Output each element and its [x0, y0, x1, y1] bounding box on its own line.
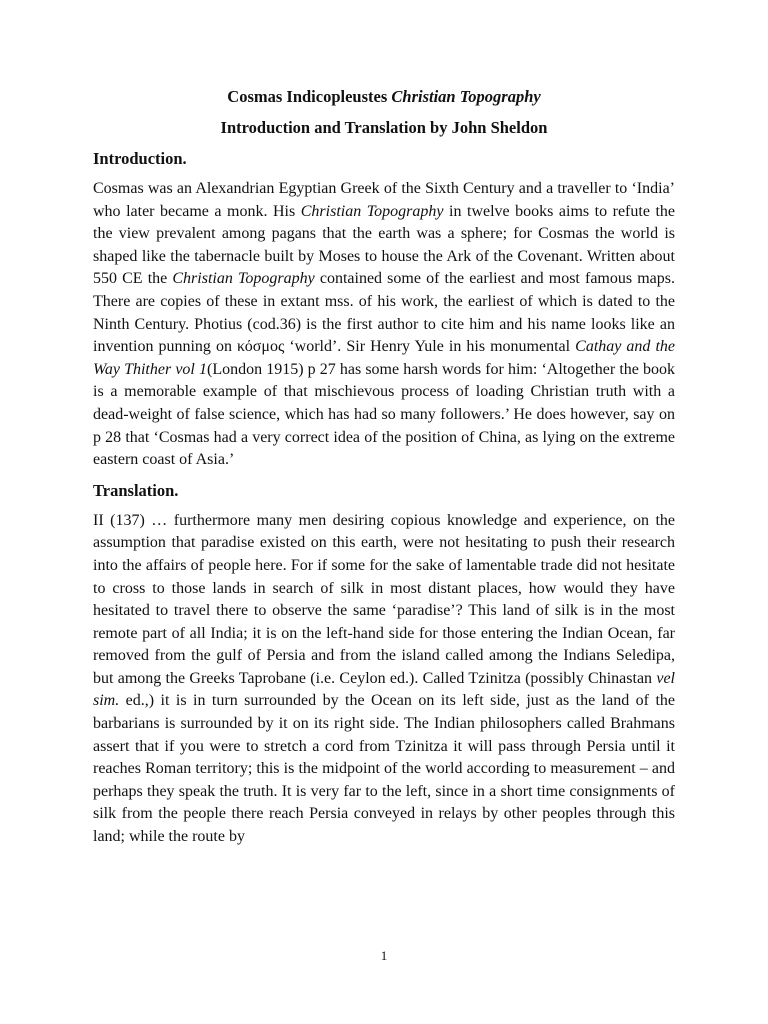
text-run-italic: vel sim.: [93, 669, 675, 710]
text-run: ed.,) it is in turn surrounded by the Ocean on its left side, just as the land of the barbarians is surrounded by it on its right side. The Indian philosophers called Brahmans assert that if you were to stretch a cord from Tzinitza it will pass through Persia until it reaches Roman territory; this is the midpoint of the world according to measurement – and perhaps they speak the truth. It is very far to the left, since in a short time consignments of silk from the people there reach Persia conveyed in relays by other peoples through this land; while the route by: [93, 692, 675, 846]
title-author: Cosmas Indicopleustes: [227, 87, 388, 106]
text-run: Cosmas was an Alexandrian Egyptian Greek of the Sixth Century and a traveller to ‘India’ who later became a monk. His: [93, 180, 675, 220]
text-run: (London 1915) p 27 has some harsh words for him: ‘Altogether the book is a memorable example of that mischievous process of loading Christian truth with a dead-weight of false science, which has had so many followers.’ He does however, say on p 28 that ‘Cosmas had a very correct idea of the position of China, as lying on the extreme eastern coast of Asia.’: [93, 360, 675, 469]
text-run: in twelve books aims to refute the the view prevalent among pagans that the earth was a sphere; for Cosmas the world is shaped like the tabernacle built by Moses to house the Ark of the Covenant. Written about 550 CE the: [93, 202, 675, 288]
section-heading-introduction: Introduction.: [93, 149, 187, 168]
text-run: contained some of the earliest and most famous maps. There are copies of these in extant mss. of his work, the earliest of which is dated to the Ninth Century. Photius (cod.36) is the first author to cite him and his name looks like an invention punning on κόσμος ‘world’. Sir Henry Yule in his monumental: [93, 270, 676, 356]
section-heading-translation: Translation.: [93, 480, 179, 500]
text-run-italic: Christian Topography: [300, 202, 444, 220]
text-run-italic: Christian Topography: [172, 270, 315, 288]
text-run: II (137) … furthermore many men desiring copious knowledge and experience, on the assumption that paradise existed on this earth, were not hesitating to push their research into the affairs of people here. For if some for the sake of lamentable trade did not hesitate to cross to those lands in search of silk in most distant places, how would they have hesitated to travel there to observe the same ‘paradise’? This land of silk is in the most remote part of all India; it is on the left-hand side for those entering the Indian Ocean, far removed from the gulf of Persia and from the island called among the Indians Seledipa, but among the Greeks Taprobane (i.e. Ceylon ed.). Called Tzinitza (possibly Chinastan: [93, 511, 675, 687]
title-work: Christian Topography: [391, 87, 541, 106]
text-run-italic: Cathay and the Way Thither vol 1: [93, 338, 676, 378]
page-number: 1: [380, 948, 388, 963]
document-subtitle: Introduction and Translation by John Sheldon: [220, 118, 548, 137]
translation-paragraph: [93, 510, 675, 849]
document-title: [93, 86, 675, 108]
introduction-paragraph: [93, 178, 675, 472]
